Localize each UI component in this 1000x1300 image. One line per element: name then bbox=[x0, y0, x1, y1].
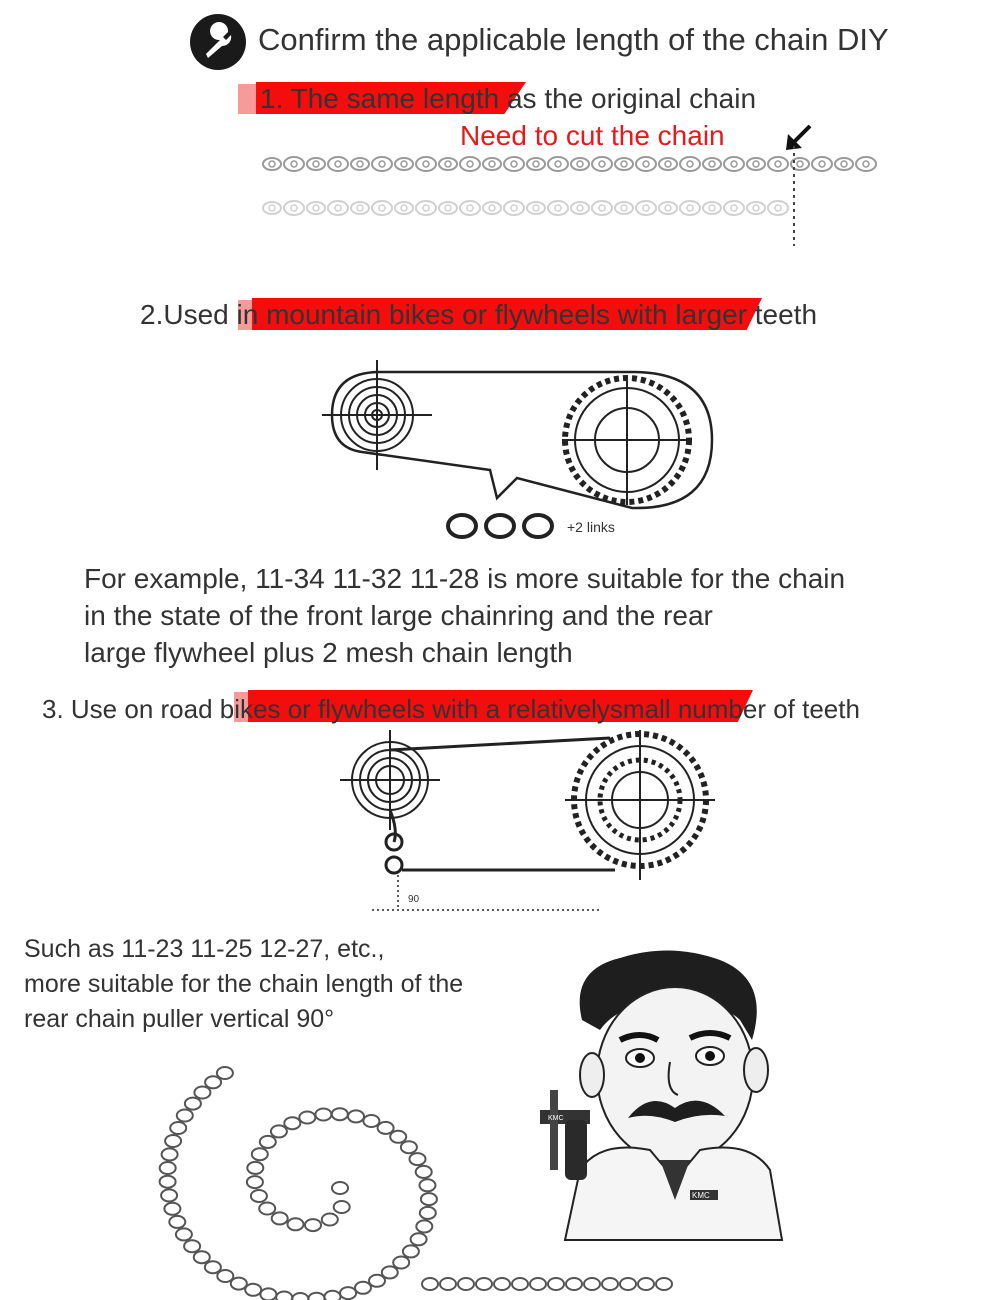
section1-highlight-text: 1. The same length bbox=[260, 83, 500, 114]
chain-link bbox=[355, 1282, 371, 1294]
chain-link bbox=[363, 1115, 379, 1127]
chain-link bbox=[703, 158, 721, 170]
chain-pin bbox=[577, 205, 583, 211]
chain-link bbox=[812, 157, 832, 171]
chain-link bbox=[263, 158, 281, 170]
chain-pin bbox=[291, 161, 297, 167]
chain-link bbox=[747, 202, 765, 214]
chain-link bbox=[170, 1122, 186, 1134]
chain-link bbox=[835, 158, 853, 170]
chain-pin bbox=[401, 205, 407, 211]
description-line: more suitable for the chain length of the bbox=[24, 970, 464, 998]
chain-link bbox=[440, 1278, 456, 1290]
description-line: Such as 11-23 11-25 12-27, etc., bbox=[24, 935, 385, 963]
chain-link bbox=[299, 1112, 315, 1124]
section3-suffix: number of teeth bbox=[670, 694, 860, 724]
chain-link bbox=[571, 202, 589, 214]
chain-link bbox=[307, 158, 325, 170]
chain-pin bbox=[863, 161, 869, 167]
chain-link bbox=[659, 202, 677, 214]
chain-link bbox=[351, 158, 369, 170]
chain-link bbox=[530, 1278, 546, 1290]
chain-link bbox=[284, 157, 304, 171]
links-label: +2 links bbox=[567, 519, 615, 535]
arrow-down-left-icon bbox=[784, 122, 814, 152]
chain-link bbox=[351, 202, 369, 214]
chain-link bbox=[620, 1278, 636, 1290]
chain-link bbox=[315, 1109, 331, 1121]
chain-link bbox=[395, 202, 413, 214]
chain-pin bbox=[775, 205, 781, 211]
chain-pin bbox=[665, 161, 671, 167]
chain-pin bbox=[291, 205, 297, 211]
chain-link bbox=[305, 1219, 321, 1231]
chain-link bbox=[458, 1278, 474, 1290]
chain-link bbox=[247, 1176, 263, 1188]
chain-pin bbox=[665, 205, 671, 211]
chain-link bbox=[680, 201, 700, 215]
chain-link bbox=[161, 1189, 177, 1201]
chain-pin bbox=[511, 161, 517, 167]
section2-heading bbox=[140, 299, 817, 331]
description-line: large flywheel plus 2 mesh chain length bbox=[84, 637, 573, 668]
chain-pin bbox=[555, 161, 561, 167]
chain-pin bbox=[577, 161, 583, 167]
chain-link bbox=[271, 1125, 287, 1137]
chain-pin bbox=[709, 161, 715, 167]
page-title: Confirm the applicable length of the chain DIY bbox=[258, 22, 889, 57]
chain-link bbox=[724, 157, 744, 171]
chain-link bbox=[504, 201, 524, 215]
chain-pin bbox=[313, 205, 319, 211]
chain-link bbox=[272, 1212, 288, 1224]
description-line: in the state of the front large chainring and the rear bbox=[84, 600, 713, 631]
chain-pin bbox=[423, 205, 429, 211]
chain-link bbox=[638, 1278, 654, 1290]
mechanic-illustration bbox=[520, 940, 820, 1240]
chain-pin bbox=[599, 161, 605, 167]
chain-link bbox=[512, 1278, 528, 1290]
chain-link bbox=[245, 1284, 261, 1296]
tool-brand-label: KMC bbox=[548, 1115, 564, 1122]
chain-link bbox=[334, 1201, 350, 1213]
chain-pin bbox=[401, 161, 407, 167]
chain-link bbox=[307, 202, 325, 214]
section2-suffix: larger teeth bbox=[675, 299, 818, 330]
chain-link bbox=[260, 1136, 276, 1148]
road-drivetrain-diagram bbox=[340, 730, 720, 920]
section3-prefix: 3. Use on road bbox=[42, 694, 220, 724]
chain-pin bbox=[643, 205, 649, 211]
chain-link bbox=[165, 1135, 181, 1147]
chain-pin bbox=[687, 205, 693, 211]
chain-link bbox=[420, 1179, 436, 1191]
chain-link bbox=[548, 1278, 564, 1290]
chain-pin bbox=[841, 161, 847, 167]
chain-link bbox=[483, 202, 501, 214]
chain-link bbox=[378, 1122, 394, 1134]
chain-link bbox=[160, 1162, 176, 1174]
chain-link bbox=[260, 1288, 276, 1300]
chain-link bbox=[309, 1293, 325, 1300]
chain-pin bbox=[467, 161, 473, 167]
section3-heading bbox=[42, 694, 860, 725]
chain-link bbox=[276, 1292, 292, 1300]
chain-link bbox=[411, 1233, 427, 1245]
description-line: rear chain puller vertical 90° bbox=[24, 1005, 335, 1033]
chain-link bbox=[162, 1148, 178, 1160]
chain-link bbox=[284, 1117, 300, 1129]
chain-pin bbox=[731, 205, 737, 211]
chain-link bbox=[460, 201, 480, 215]
chain-link bbox=[636, 157, 656, 171]
chain-link bbox=[527, 202, 545, 214]
chain-pin bbox=[621, 161, 627, 167]
chain-link bbox=[169, 1216, 185, 1228]
chain-link bbox=[292, 1293, 308, 1300]
section3-highlight-text: bikes or flywheels with a relativelysmall bbox=[219, 694, 671, 724]
chain-link bbox=[205, 1261, 221, 1273]
cut-guide-line bbox=[792, 146, 796, 246]
chain-link bbox=[263, 202, 281, 214]
chain-pin bbox=[621, 205, 627, 211]
chain-link bbox=[768, 201, 788, 215]
chain-link bbox=[185, 1098, 201, 1110]
section1-heading bbox=[260, 83, 756, 115]
chain-link bbox=[390, 1131, 406, 1143]
chain-link bbox=[416, 1220, 432, 1232]
chain-link bbox=[372, 201, 392, 215]
chain-link bbox=[194, 1251, 210, 1263]
chain-link bbox=[288, 1218, 304, 1230]
chain-pin bbox=[269, 205, 275, 211]
chain-link bbox=[439, 158, 457, 170]
chain-pin bbox=[709, 205, 715, 211]
chain-pin bbox=[445, 205, 451, 211]
chain-link bbox=[548, 157, 568, 171]
chain-link bbox=[421, 1193, 437, 1205]
chain-link bbox=[332, 1108, 348, 1120]
chain-link bbox=[395, 158, 413, 170]
chain-link bbox=[416, 157, 436, 171]
chain-pin bbox=[797, 161, 803, 167]
chain-pin bbox=[445, 161, 451, 167]
chain-link bbox=[592, 201, 612, 215]
chain-link bbox=[483, 158, 501, 170]
chain-link bbox=[602, 1278, 618, 1290]
chain-link bbox=[420, 1207, 436, 1219]
chain-pin bbox=[335, 205, 341, 211]
chain-link bbox=[177, 1110, 193, 1122]
chain-pin bbox=[489, 161, 495, 167]
chain-link bbox=[205, 1076, 221, 1088]
chain-link bbox=[332, 1182, 348, 1194]
chain-link bbox=[322, 1214, 338, 1226]
chain-link bbox=[494, 1278, 510, 1290]
description-line: For example, 11-34 11-32 11-28 is more suitable for the chain bbox=[84, 563, 846, 594]
chain-pin bbox=[731, 161, 737, 167]
chain-link bbox=[160, 1176, 176, 1188]
header bbox=[0, 0, 1000, 80]
chain-pin bbox=[423, 161, 429, 167]
chain-link bbox=[259, 1203, 275, 1215]
chain-link bbox=[422, 1278, 438, 1290]
chain-pin bbox=[313, 161, 319, 167]
chain-link bbox=[217, 1067, 233, 1079]
chain-link bbox=[592, 157, 612, 171]
chain-link bbox=[747, 158, 765, 170]
chain-new bbox=[262, 196, 802, 220]
chain-link bbox=[325, 1291, 341, 1300]
chain-pin bbox=[687, 161, 693, 167]
chain-pin bbox=[357, 161, 363, 167]
chain-link bbox=[566, 1278, 582, 1290]
chain-pin bbox=[533, 161, 539, 167]
chain-link bbox=[659, 158, 677, 170]
chain-link bbox=[548, 201, 568, 215]
chain-link bbox=[703, 202, 721, 214]
chain-link bbox=[372, 157, 392, 171]
chain-link bbox=[284, 201, 304, 215]
chain-link bbox=[252, 1148, 268, 1160]
chain-pin bbox=[467, 205, 473, 211]
chain-original bbox=[262, 152, 882, 176]
chain-link bbox=[527, 158, 545, 170]
chain-link bbox=[416, 201, 436, 215]
chain-link bbox=[584, 1278, 600, 1290]
coat-brand-label: KMC bbox=[692, 1191, 710, 1200]
chain-pin bbox=[269, 161, 275, 167]
chain-pin bbox=[819, 161, 825, 167]
chain-link bbox=[615, 158, 633, 170]
section2-highlight-text: in mountain bikes or flywheels with bbox=[228, 299, 676, 330]
chain-pin bbox=[335, 161, 341, 167]
cut-chain-label: Need to cut the chain bbox=[460, 120, 725, 151]
chain-link bbox=[680, 157, 700, 171]
wrench-icon bbox=[188, 12, 248, 72]
chain-link bbox=[768, 157, 788, 171]
section1-rest-text: as the original chain bbox=[499, 83, 757, 114]
chain-link bbox=[393, 1257, 409, 1269]
chain-pin bbox=[753, 205, 759, 211]
chain-pin bbox=[379, 205, 385, 211]
chain-link bbox=[571, 158, 589, 170]
chain-link bbox=[460, 157, 480, 171]
chain-link bbox=[439, 202, 457, 214]
chain-link bbox=[856, 157, 876, 171]
chain-link bbox=[410, 1153, 426, 1165]
chain-link bbox=[636, 201, 656, 215]
chain-link bbox=[164, 1203, 180, 1215]
chain-link bbox=[194, 1087, 210, 1099]
chain-pin bbox=[753, 161, 759, 167]
chain-link bbox=[416, 1166, 432, 1178]
chain-pin bbox=[511, 205, 517, 211]
chain-link bbox=[176, 1228, 192, 1240]
chain-link bbox=[504, 157, 524, 171]
chain-pin bbox=[775, 161, 781, 167]
chain-link bbox=[247, 1162, 263, 1174]
chain-link bbox=[348, 1110, 364, 1122]
chain-link bbox=[328, 157, 348, 171]
chain-pin bbox=[555, 205, 561, 211]
chain-link bbox=[184, 1240, 200, 1252]
angle-label: 90 bbox=[408, 894, 420, 905]
highlight-fade bbox=[238, 84, 258, 114]
chain-link bbox=[401, 1141, 417, 1153]
chain-link bbox=[369, 1275, 385, 1287]
chain-pin bbox=[599, 205, 605, 211]
chain-link bbox=[615, 202, 633, 214]
chain-pin bbox=[533, 205, 539, 211]
chain-link bbox=[403, 1245, 419, 1257]
chain-link bbox=[724, 201, 744, 215]
mtb-drivetrain-diagram bbox=[322, 360, 722, 540]
chain-link bbox=[251, 1190, 267, 1202]
section2-description bbox=[84, 560, 845, 671]
chain-link bbox=[328, 201, 348, 215]
chain-pin bbox=[643, 161, 649, 167]
section3-description bbox=[24, 932, 463, 1037]
chain-link bbox=[476, 1278, 492, 1290]
chain-link bbox=[340, 1287, 356, 1299]
chain-pin bbox=[489, 205, 495, 211]
chain-pin bbox=[379, 161, 385, 167]
chain-pin bbox=[357, 205, 363, 211]
chain-link bbox=[656, 1278, 672, 1290]
section2-prefix: 2.Used bbox=[140, 299, 229, 330]
